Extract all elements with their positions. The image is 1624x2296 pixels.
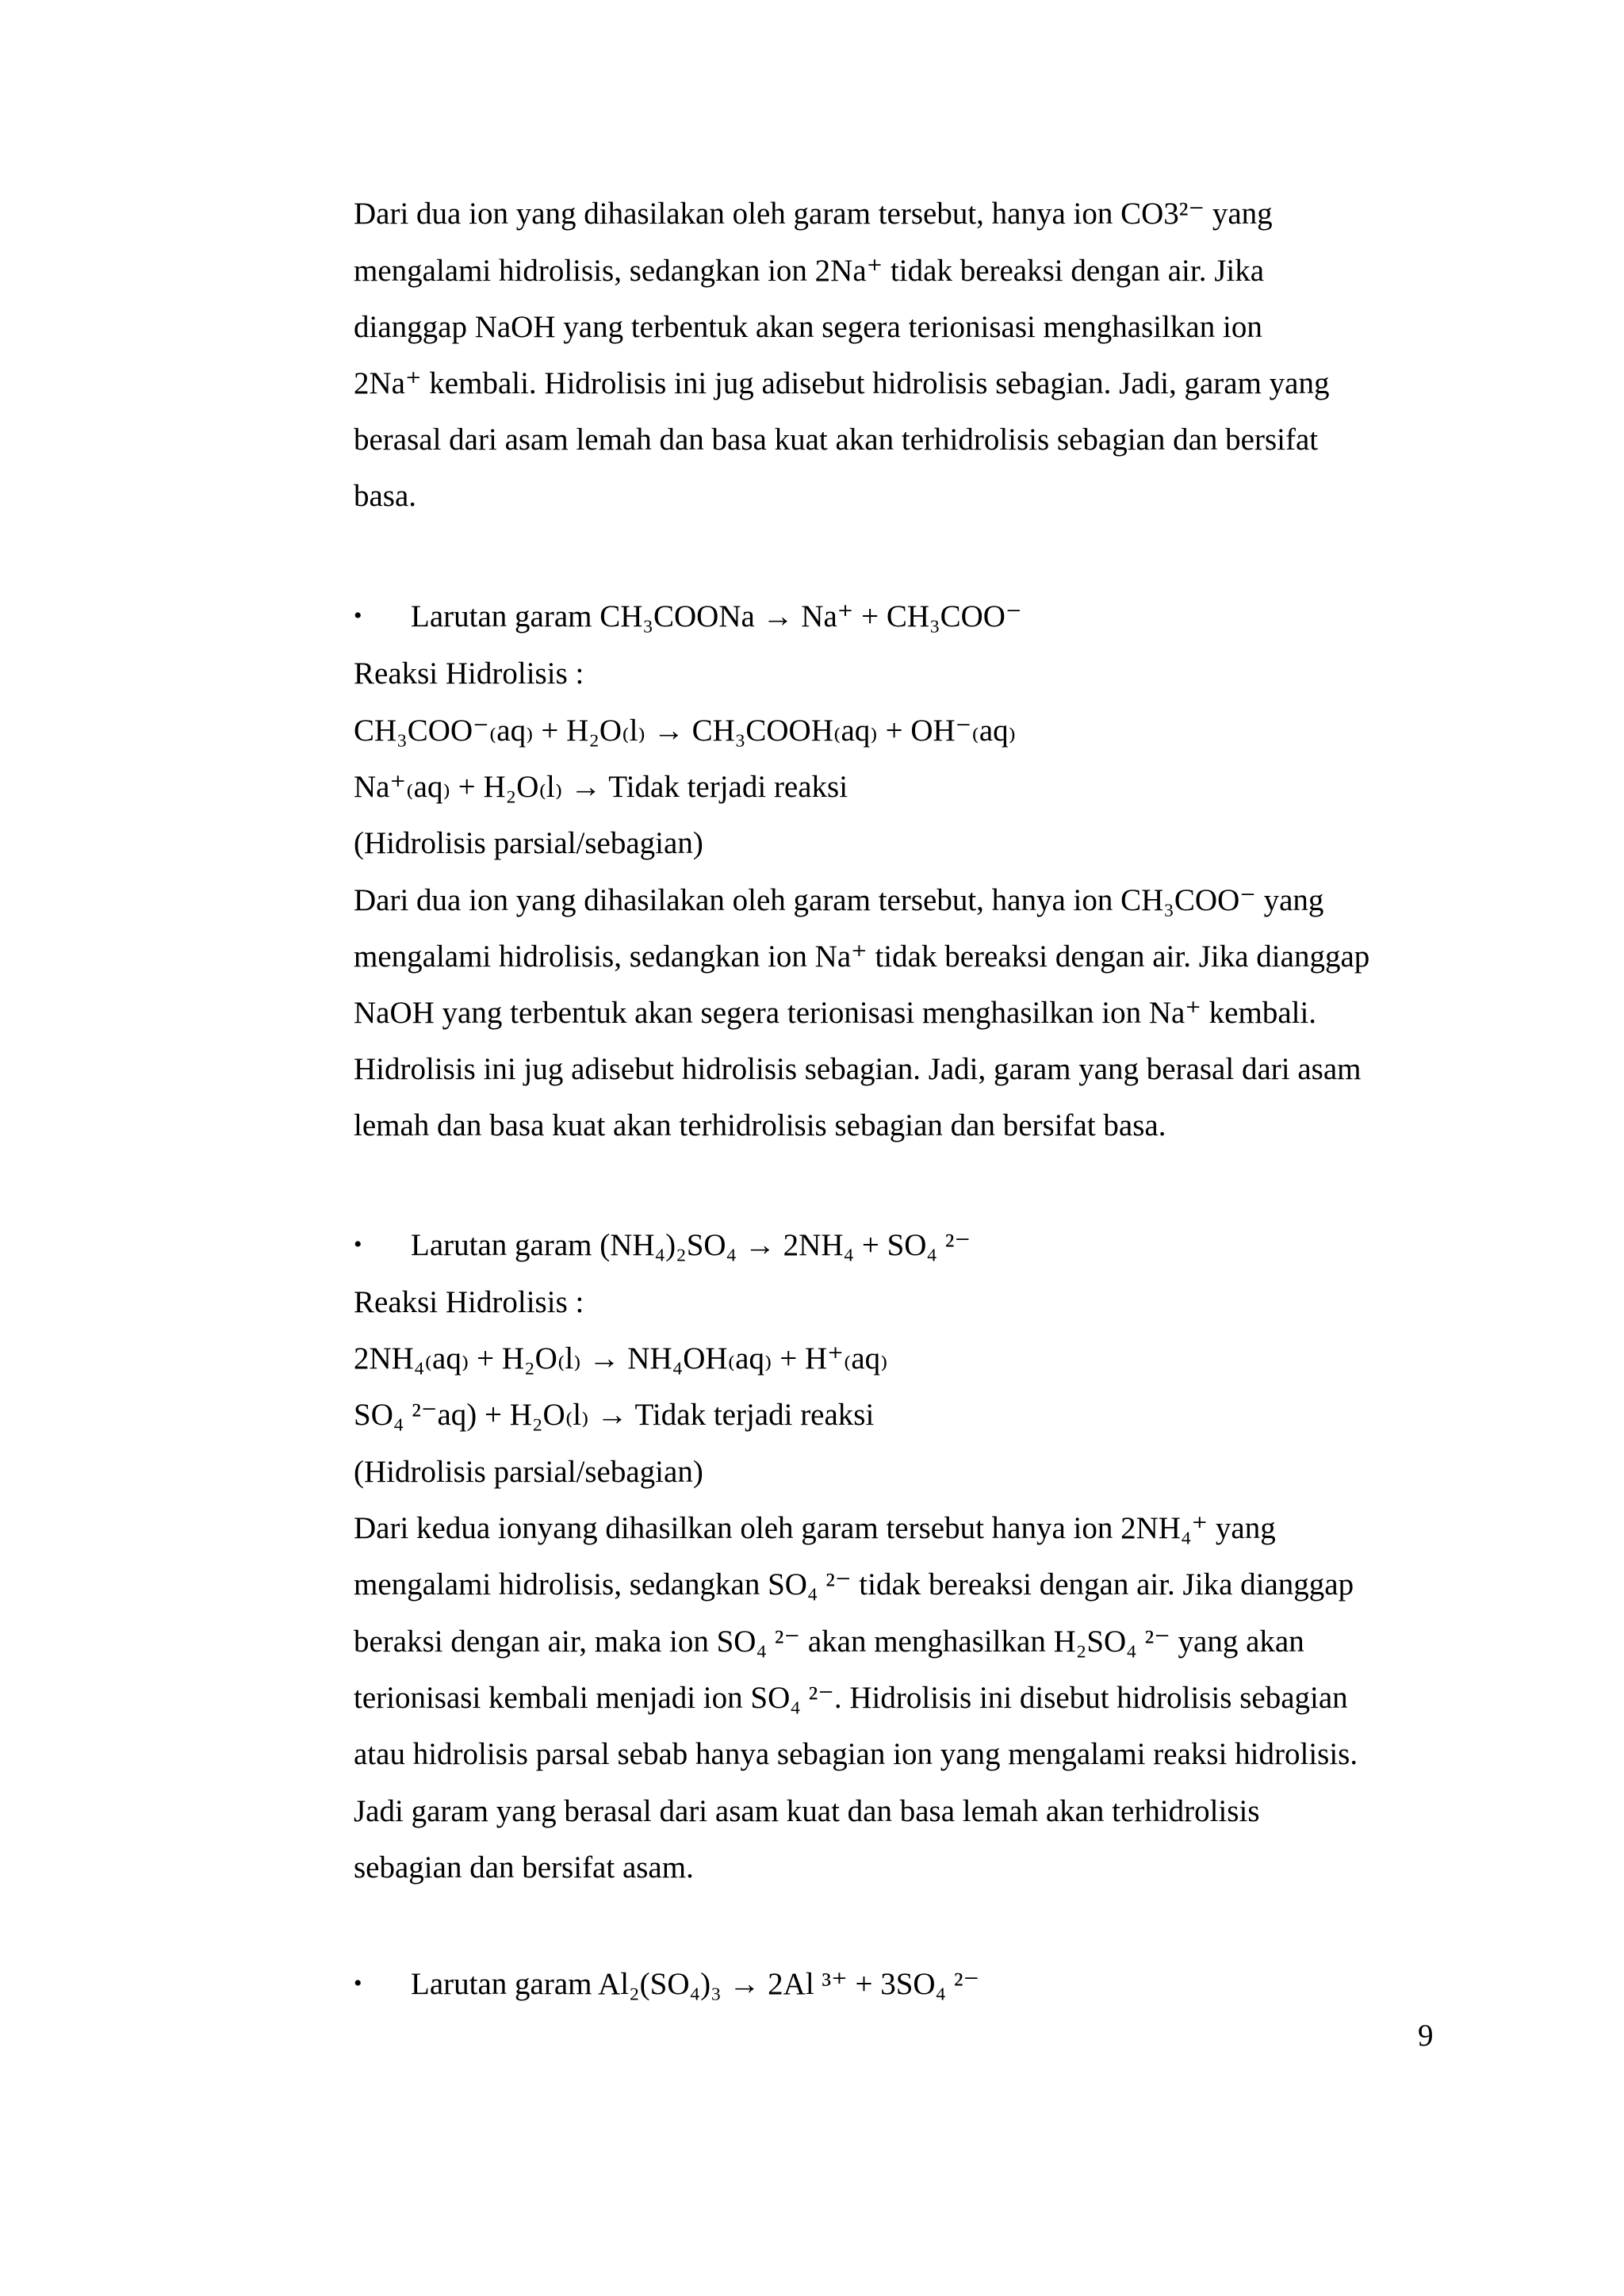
text-line: beraksi dengan air, maka ion SO₄ ²⁻ akan menghasilkan H₂SO₄ ²⁻ yang akan xyxy=(354,1624,1304,1659)
section-heading: Larutan garam (NH₄)₂SO₄ → 2NH₄ + SO₄ ²⁻ xyxy=(411,1228,971,1262)
text-line: Dari dua ion yang dihasilakan oleh garam tersebut, hanya ion CH₃COO⁻ yang xyxy=(354,883,1324,917)
text-line: atau hidrolisis parsal sebab hanya sebagian ion yang mengalami reaksi hidrolisis. xyxy=(354,1737,1358,1771)
reaction-equation: CH₃COO⁻₍aq₎ + H₂O₍l₎ → CH₃COOH₍aq₎ + OH⁻₍aq₎ xyxy=(354,714,1017,748)
text-line: mengalami hidrolisis, sedangkan ion Na⁺ tidak bereaksi dengan air. Jika dianggap xyxy=(354,939,1370,974)
reaction-label: Reaksi Hidrolisis : xyxy=(354,656,584,691)
text-line: dianggap NaOH yang terbentuk akan segera terionisasi menghasilkan ion xyxy=(354,310,1262,344)
bullet-icon: • xyxy=(354,1231,362,1257)
text-line: mengalami hidrolisis, sedangkan SO₄ ²⁻ tidak bereaksi dengan air. Jika dianggap xyxy=(354,1567,1354,1601)
text-line: basa. xyxy=(354,479,417,513)
text-line: sebagian dan bersifat asam. xyxy=(354,1850,694,1885)
text-line: berasal dari asam lemah dan basa kuat akan terhidrolisis sebagian dan bersifat xyxy=(354,423,1319,457)
text-line: mengalami hidrolisis, sedangkan ion 2Na⁺ tidak bereaksi dengan air. Jika xyxy=(354,254,1265,288)
section-heading: Larutan garam CH₃COONa → Na⁺ + CH₃COO⁻ xyxy=(411,599,1022,633)
page-number: 9 xyxy=(1418,2019,1434,2053)
bullet-icon: • xyxy=(354,603,362,629)
hydrolysis-note: (Hidrolisis parsial/sebagian) xyxy=(354,1455,703,1489)
text-line: Dari dua ion yang dihasilakan oleh garam tersebut, hanya ion CO3²⁻ yang xyxy=(354,197,1273,231)
text-line: NaOH yang terbentuk akan segera terionisasi menghasilkan ion Na⁺ kembali. xyxy=(354,996,1317,1030)
text-line: lemah dan basa kuat akan terhidrolisis sebagian dan bersifat basa. xyxy=(354,1108,1166,1142)
reaction-equation: 2NH₄₍aq₎ + H₂O₍l₎ → NH₄OH₍aq₎ + H⁺₍aq₎ xyxy=(354,1341,888,1376)
section-heading: Larutan garam Al₂(SO₄)₃ → 2Al ³⁺ + 3SO₄ ²⁻ xyxy=(411,1967,980,2001)
text-line: 2Na⁺ kembali. Hidrolisis ini jug adisebut hidrolisis sebagian. Jadi, garam yang xyxy=(354,366,1330,400)
hydrolysis-note: (Hidrolisis parsial/sebagian) xyxy=(354,826,703,860)
reaction-equation: SO₄ ²⁻aq) + H₂O₍l₎ → Tidak terjadi reaksi xyxy=(354,1398,875,1432)
text-line: Dari kedua ionyang dihasilkan oleh garam tersebut hanya ion 2NH₄⁺ yang xyxy=(354,1511,1276,1545)
text-line: terionisasi kembali menjadi ion SO₄ ²⁻. Hidrolisis ini disebut hidrolisis sebagian xyxy=(354,1681,1348,1715)
reaction-equation: Na⁺₍aq₎ + H₂O₍l₎ → Tidak terjadi reaksi xyxy=(354,770,848,804)
bullet-icon: • xyxy=(354,1970,362,1996)
reaction-label: Reaksi Hidrolisis : xyxy=(354,1285,584,1319)
text-line: Hidrolisis ini jug adisebut hidrolisis sebagian. Jadi, garam yang berasal dari asam xyxy=(354,1052,1362,1086)
text-line: Jadi garam yang berasal dari asam kuat dan basa lemah akan terhidrolisis xyxy=(354,1794,1260,1828)
